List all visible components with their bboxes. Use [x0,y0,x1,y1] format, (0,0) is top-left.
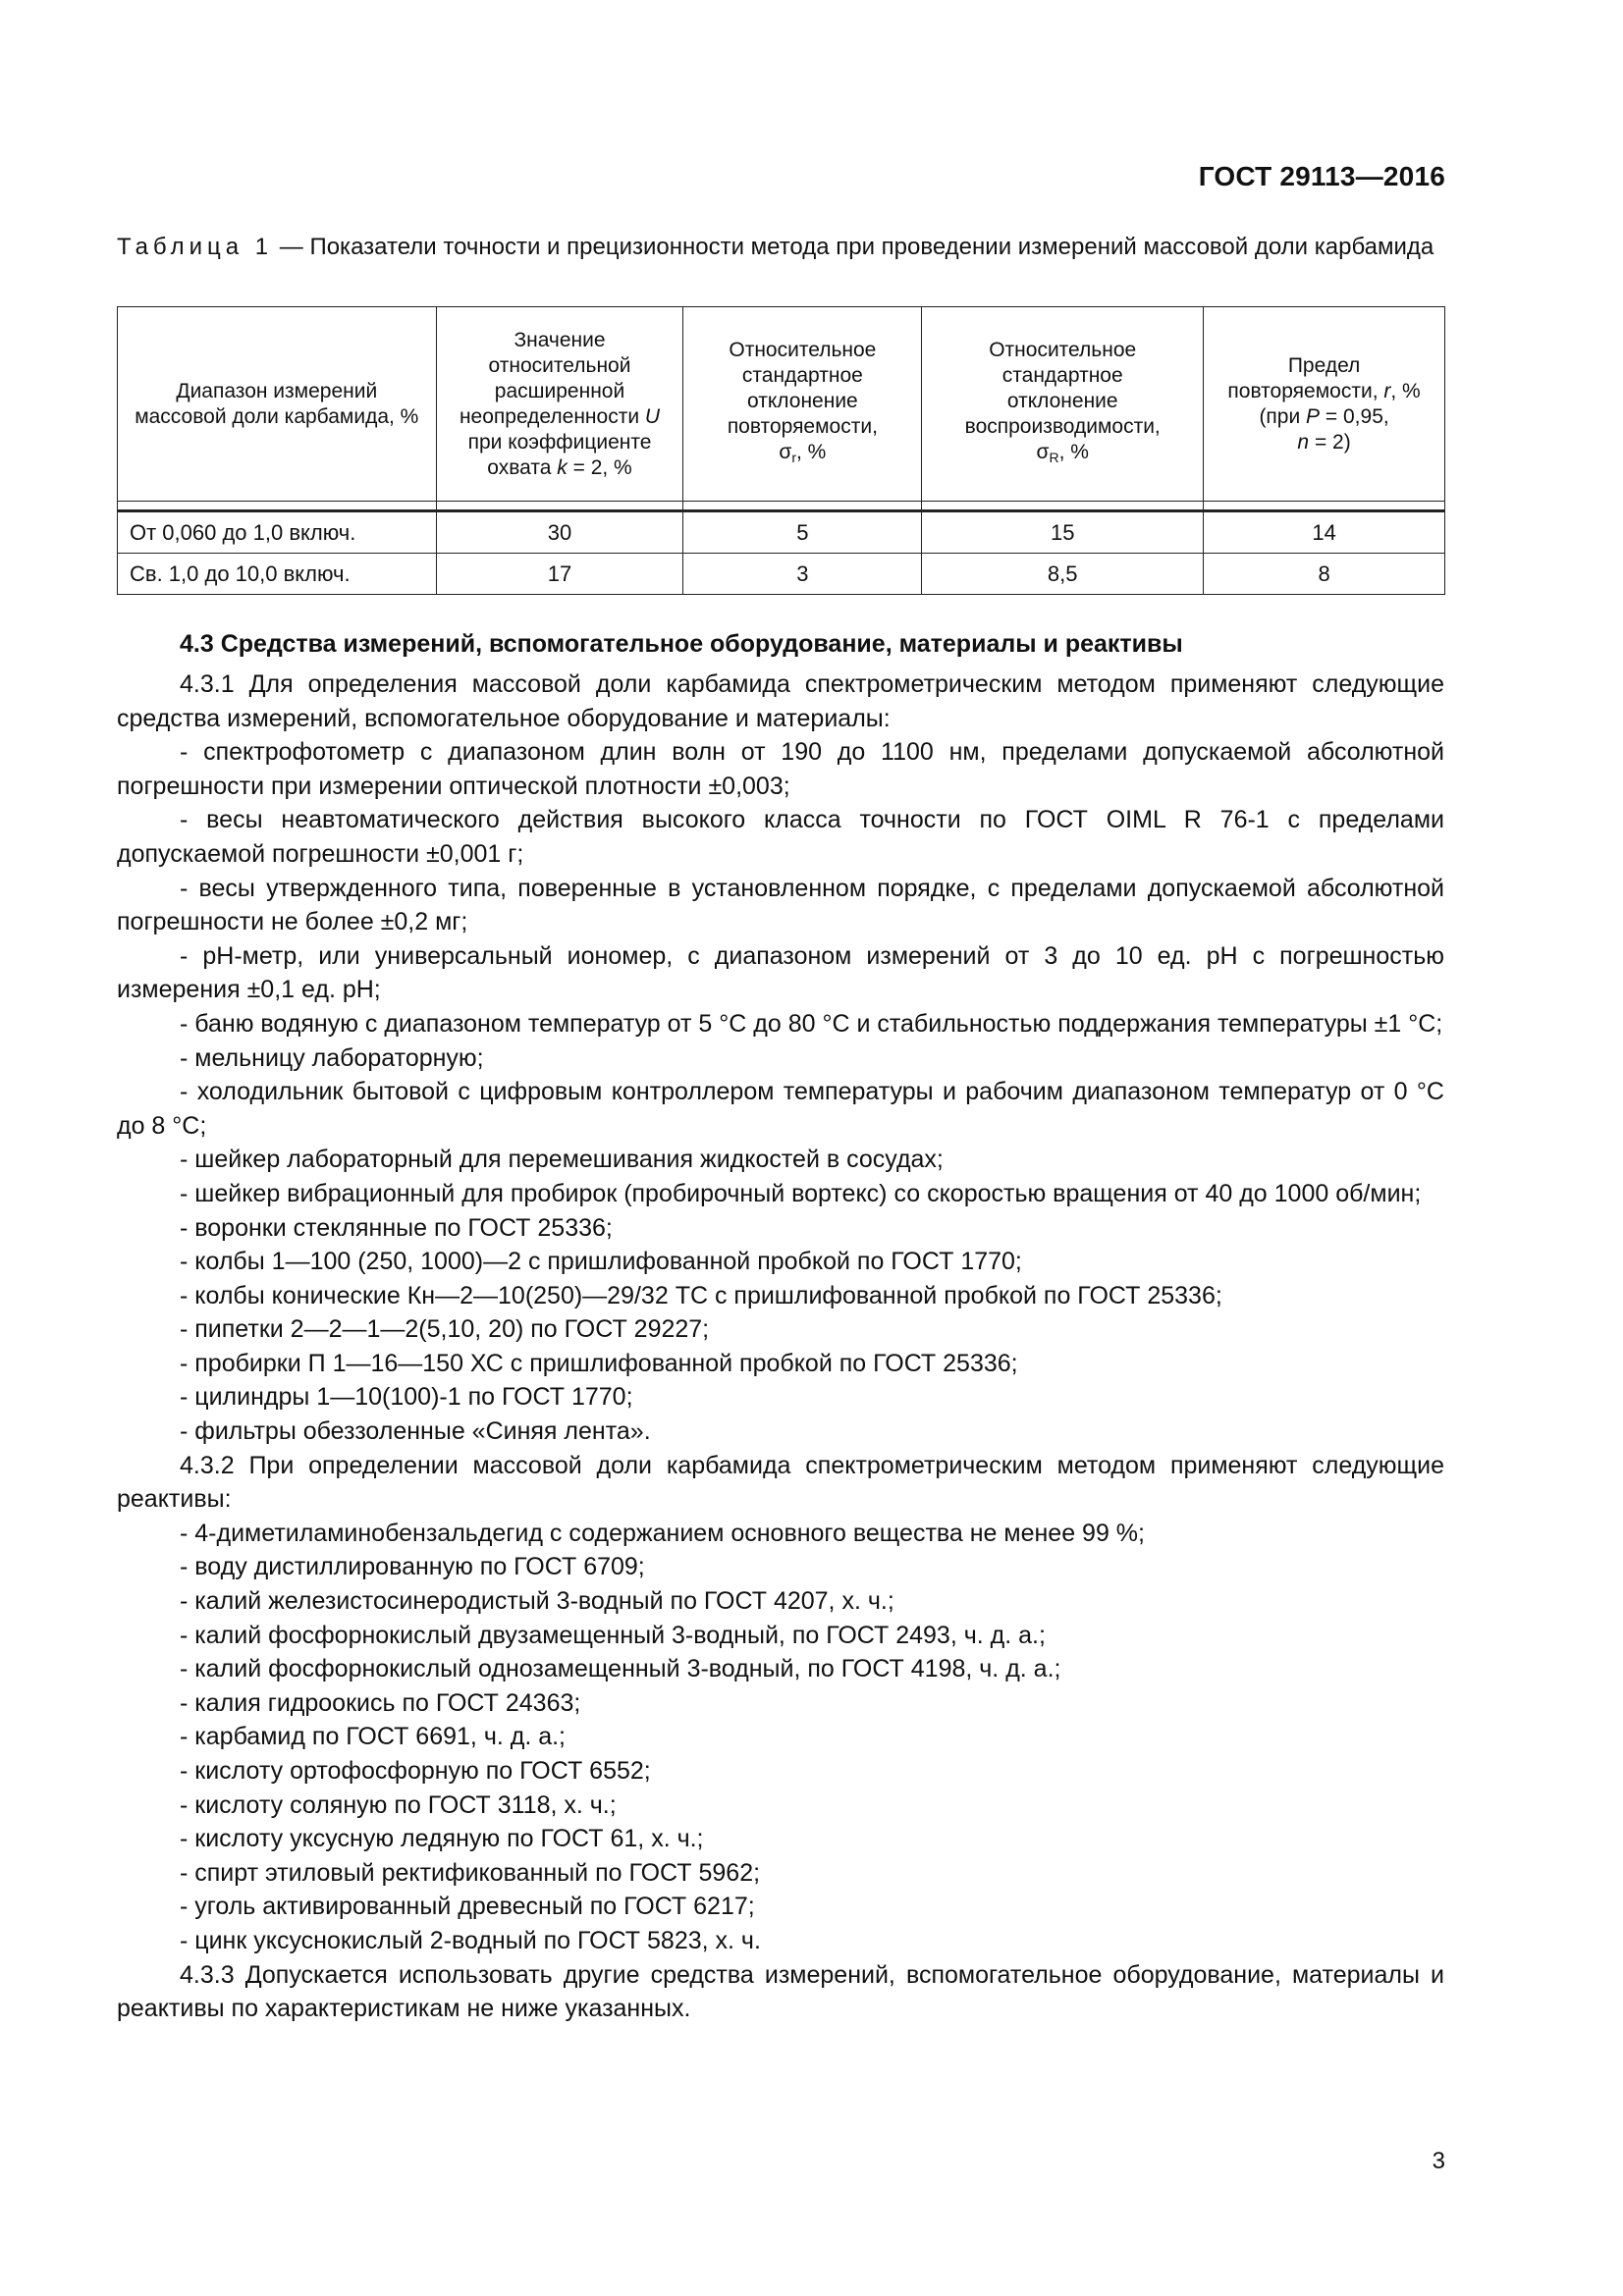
section-content [117,626,1444,2026]
table-cell: 14 [1204,511,1445,554]
list-item: - 4-диметиламинобензальдегид с содержанием основного вещества не менее 99 %; [180,1519,1145,1547]
list-item: - холодильник бытовой с цифровым контроллером температуры и рабочим диапазоном температур от 0 °C до 8 °C; [117,1078,1444,1140]
paragraph-4-3-1: 4.3.1 Для определения массовой доли карбамида спектрометрическим методом применяют следующие средства измерений, вспомогательное оборудование и материалы: [117,670,1444,732]
list-item: - pH-метр, или универсальный иономер, с диапазоном измерений от 3 до 10 ед. pH с погрешностью измерения ±0,1 ед. pH; [117,941,1444,1004]
table-caption [117,232,1444,262]
list-item: - спирт этиловый ректификованный по ГОСТ 5962; [180,1858,761,1887]
table-cell: 15 [922,511,1204,554]
list-item: - пробирки П 1—16—150 ХС с пришлифованной пробкой по ГОСТ 25336; [180,1349,1018,1377]
precision-table [117,306,1445,595]
paragraph-4-3-2: 4.3.2 При определении массовой доли карбамида спектрометрическим методом применяют следующие реактивы: [117,1451,1444,1514]
table-caption-label: Таблица 1 [117,234,274,260]
paragraph-4-3-3: 4.3.3 Допускается использовать другие средства измерений, вспомогательное оборудование, материалы и реактивы по характеристикам не ниже указанных. [117,1960,1444,2023]
header-reproducibility-deviation: Относительное стандартное отклонение воспроизводимости, $\sigma_R$, % [922,307,1204,502]
table-cell: 3 [683,554,922,595]
table-cell: 30 [436,511,683,554]
section-heading: 4.3 Средства измерений, вспомогательное оборудование, материалы и реактивы [180,630,1183,658]
list-item: - фильтры обеззоленные «Синяя лента». [180,1417,651,1446]
table-cell: 8,5 [922,554,1204,595]
page-number: 3 [1432,2148,1445,2174]
list-item: - шейкер вибрационный для пробирок (пробирочный вортекс) со скоростью вращения от 40 до 1000 об/мин; [180,1179,1422,1207]
header-measurement-range: Диапазон измерений массовой доли карбамида, % [118,307,437,502]
table-cell: 8 [1204,554,1445,595]
table-row [118,511,1445,554]
list-item: - мельницу лабораторную; [180,1043,484,1072]
list-item: - пипетки 2—2—1—2(5,10, 20) по ГОСТ 29227; [180,1315,710,1344]
table-header-row [118,307,1445,502]
list-item: - кислоту соляную по ГОСТ 3118, х. ч.; [180,1790,617,1819]
document-code: ГОСТ 29113—2016 [1198,161,1445,191]
table-cell: Св. 1,0 до 10,0 включ. [118,554,437,595]
list-item: - воду дистиллированную по ГОСТ 6709; [180,1553,645,1581]
list-item: - колбы 1—100 (250, 1000)—2 с пришлифованной пробкой по ГОСТ 1770; [180,1248,1022,1276]
list-item: - шейкер лабораторный для перемешивания жидкостей в сосудах; [180,1146,944,1174]
list-item: - калий железистосинеродистый 3-водный по ГОСТ 4207, х. ч.; [180,1587,894,1616]
list-item: - калий фосфорнокислый однозамещенный 3-водный, по ГОСТ 4198, ч. д. а.; [180,1655,1061,1683]
list-item: - цилиндры 1—10(100)-1 по ГОСТ 1770; [180,1383,633,1412]
table-cell: 17 [436,554,683,595]
reagents-list [117,1517,1444,1958]
table-caption-text: — Показатели точности и прецизионности метода при проведении измерений массовой доли карбамида [273,234,1434,260]
table-header-spacer [118,502,1445,511]
list-item: - кислоту ортофосфорную по ГОСТ 6552; [180,1757,651,1785]
list-item: - весы утвержденного типа, поверенные в установленном порядке, с пределами допускаемой абсолютной погрешности не более ±0,2 мг; [117,874,1444,936]
table-row [118,554,1445,595]
table-cell: От 0,060 до 1,0 включ. [118,511,437,554]
list-item: - калий фосфорнокислый двузамещенный 3-водный, по ГОСТ 2493, ч. д. а.; [180,1621,1046,1649]
list-item: - карбамид по ГОСТ 6691, ч. д. а.; [180,1723,567,1751]
list-item: - спектрофотометр с диапазоном длин волн от 190 до 1100 нм, пределами допускаемой абсолютной погрешности при измерении оптической плотности ±0,003; [117,738,1444,800]
header-repeatability-limit: Предел повторяемости, r, % (при P = 0,95, n = 2) [1204,307,1445,502]
list-item: - цинк уксуснокислый 2-водный по ГОСТ 5823, х. ч. [180,1926,761,1954]
list-item: - калия гидроокись по ГОСТ 24363; [180,1688,581,1717]
list-item: - воронки стеклянные по ГОСТ 25336; [180,1213,613,1242]
list-item: - кислоту уксусную ледяную по ГОСТ 61, х. ч.; [180,1825,704,1853]
list-item: - весы неавтоматического действия высокого класса точности по ГОСТ OIML R 76-1 с пределами допускаемой погрешности ±0,001 г; [117,806,1444,868]
list-item: - баню водяную с диапазоном температур от 5 °C до 80 °C и стабильностью поддержания температуры ±1 °C; [180,1009,1443,1038]
equipment-list [117,735,1444,1448]
list-item: - уголь активированный древесный по ГОСТ 6217; [180,1893,755,1921]
list-item: - колбы конические Кн—2—10(250)—29/32 ТС с пришлифованной пробкой по ГОСТ 25336; [180,1281,1222,1309]
header-expanded-uncertainty: Значение относительной расширенной неопределенности U при коэффициенте охвата k = 2, % [436,307,683,502]
header-repeatability-deviation: Относительное стандартное отклонение повторяемости, $\sigma_r$, % [683,307,922,502]
table-cell: 5 [683,511,922,554]
